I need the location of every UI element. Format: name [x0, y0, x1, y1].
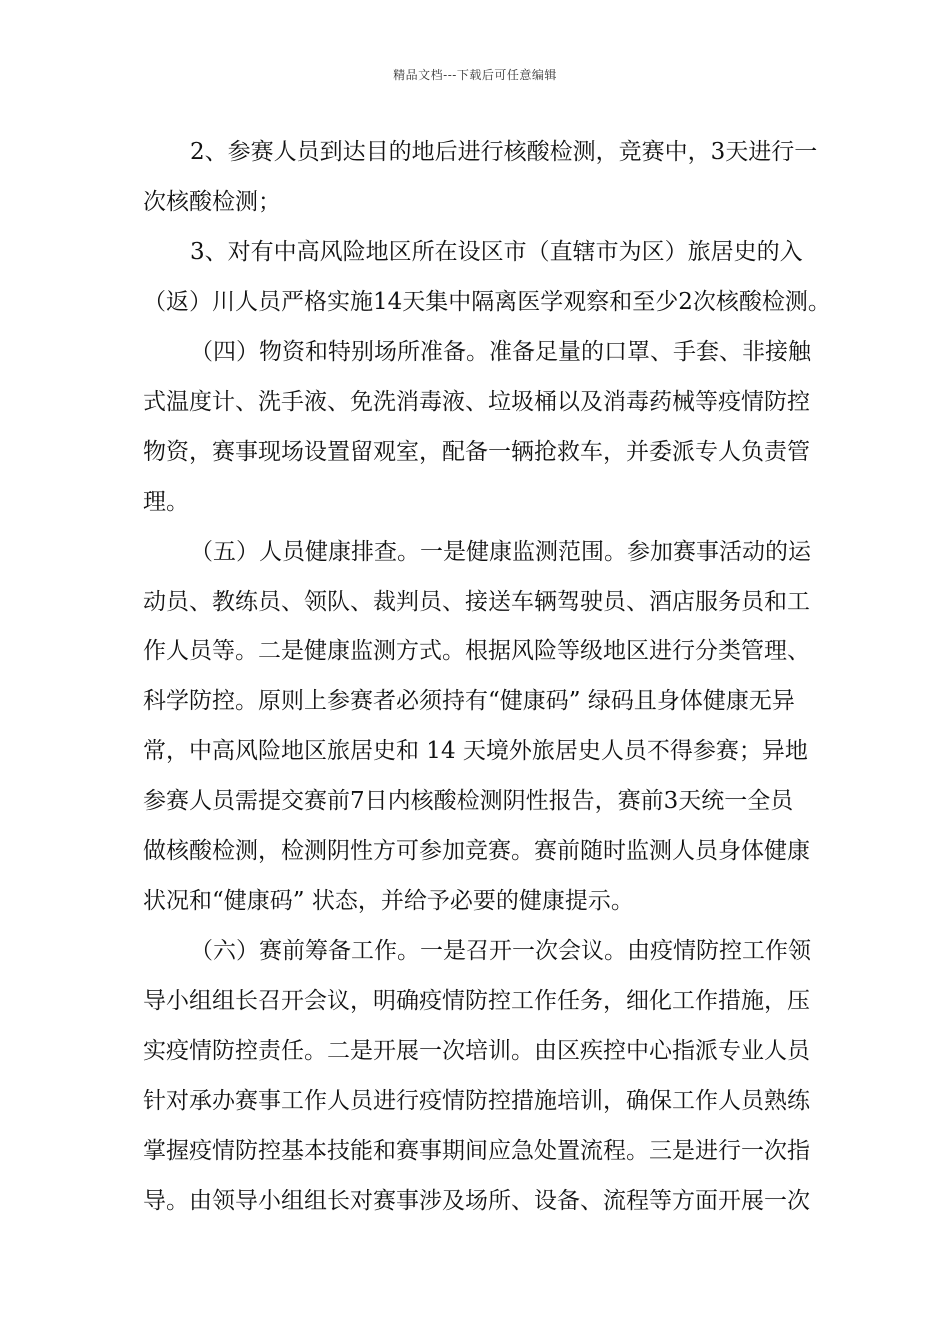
- text-line: 针对承办赛事工作人员进行疫情防控措施培训，确保工作人员熟练: [143, 1088, 810, 1114]
- text-line: 导。由领导小组组长对赛事涉及场所、设备、流程等方面开展一次: [143, 1188, 810, 1214]
- text-line: 常，中高风险地区旅居史和 14 天境外旅居史人员不得参赛；异地: [143, 738, 808, 764]
- text-line: 3、对有中高风险地区所在设区市（直辖市为区）旅居史的入: [190, 239, 803, 265]
- text-line: 式温度计、洗手液、免洗消毒液、垃圾桶以及消毒药械等疫情防控: [143, 389, 810, 415]
- text-line: 掌握疫情防控基本技能和赛事期间应急处置流程。三是进行一次指: [143, 1138, 810, 1164]
- text-line: 2、参赛人员到达目的地后进行核酸检测，竞赛中，3天进行一: [190, 139, 818, 165]
- text-line: （返）川人员严格实施14天集中隔离医学观察和至少2次核酸检测。: [143, 289, 831, 315]
- text-line: 作人员等。二是健康监测方式。根据风险等级地区进行分类管理、: [143, 638, 810, 664]
- text-line: 状况和“健康码” 状态，并给予必要的健康提示。: [143, 888, 634, 914]
- text-line: 次核酸检测；: [143, 189, 281, 215]
- text-line: （四）物资和特别场所准备。准备足量的口罩、手套、非接触: [190, 339, 811, 365]
- text-line: 科学防控。原则上参赛者必须持有“健康码” 绿码且身体健康无异: [143, 688, 795, 714]
- text-line: （六）赛前筹备工作。一是召开一次会议。由疫情防控工作领: [190, 938, 811, 964]
- text-line: 参赛人员需提交赛前7日内核酸检测阴性报告，赛前3天统一全员: [143, 788, 794, 814]
- text-line: 理。: [143, 489, 189, 515]
- text-line: 动员、教练员、领队、裁判员、接送车辆驾驶员、酒店服务员和工: [143, 589, 810, 615]
- text-line: 实疫情防控责任。二是开展一次培训。由区疾控中心指派专业人员: [143, 1038, 810, 1064]
- text-line: 导小组组长召开会议，明确疫情防控工作任务，细化工作措施，压: [143, 988, 810, 1014]
- text-line: （五）人员健康排查。一是健康监测范围。参加赛事活动的运: [190, 539, 811, 565]
- text-line: 物资，赛事现场设置留观室，配备一辆抢救车，并委派专人负责管: [143, 439, 810, 465]
- page-header: 精品文档---下载后可任意编辑: [393, 68, 557, 82]
- text-line: 做核酸检测，检测阴性方可参加竞赛。赛前随时监测人员身体健康: [143, 838, 810, 864]
